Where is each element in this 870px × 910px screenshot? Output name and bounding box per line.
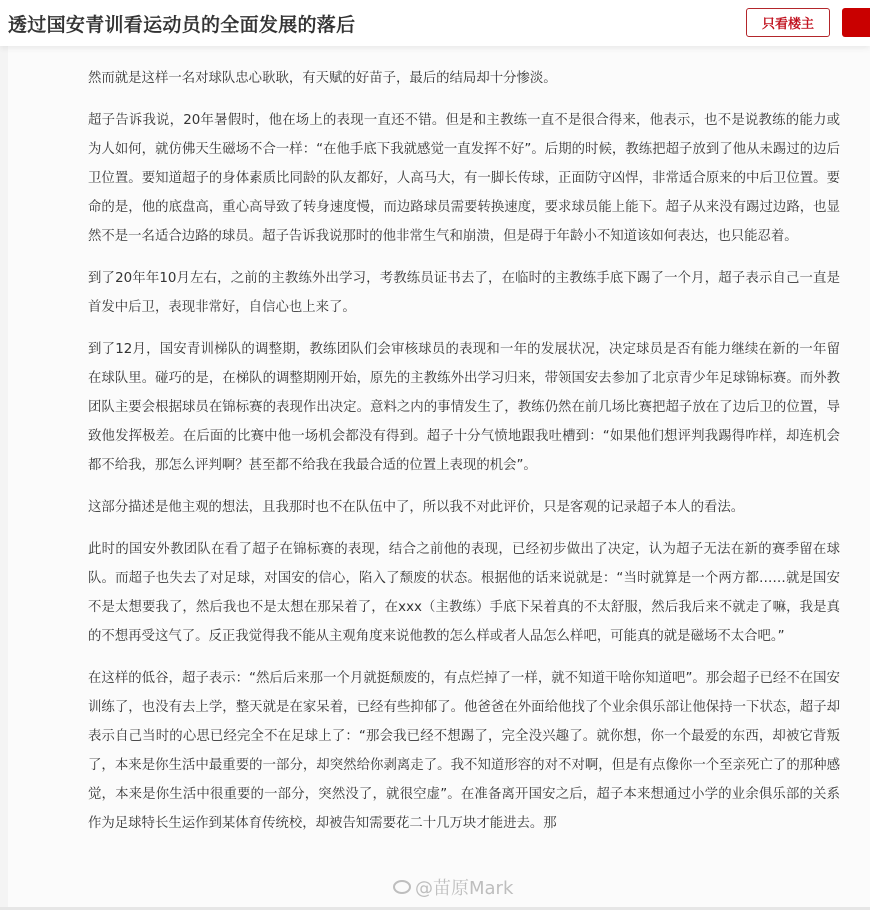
paragraph: 到了20年年10月左右，之前的主教练外出学习，考教练员证书去了，在临时的主教练手底下踢了一个月，超子表示自己一直是首发中后卫，表现非常好，自信心也上来了。 bbox=[88, 271, 840, 315]
post-header bbox=[0, 0, 870, 46]
watermark-text: @苗原Mark bbox=[415, 878, 514, 899]
weibo-icon bbox=[393, 880, 411, 894]
article-body bbox=[88, 64, 840, 851]
paragraph: 此时的国安外教团队在看了超子在锦标赛的表现，结合之前他的表现，已经初步做出了决定，认为超子无法在新的赛季留在球队。而超子也失去了对足球，对国安的信心，陷入了颓废的状态。根据他的话来说就是：“当时就算是一个两方都……就是国安不是太想要我了，然后我也不是太想在那呆着了，在xxx（主教练）手底下呆着真的不太舒服，然后我后来不就走了嘛，我是真的不想再受这气了。反正我觉得我不能从主观角度来说他教的怎么样或者人品怎么样吧，可能真的就是磁场不太合吧。” bbox=[88, 542, 840, 644]
paragraph: 这部分描述是他主观的想法，且我那时也不在队伍中了，所以我不对此评价，只是客观的记录超子本人的看法。 bbox=[88, 500, 745, 515]
watermark bbox=[393, 874, 513, 900]
paragraph: 然而就是这样一名对球队忠心耿耿，有天赋的好苗子，最后的结局却十分惨淡。 bbox=[88, 71, 557, 86]
paragraph: 超子告诉我说，20年暑假时，他在场上的表现一直还不错。但是和主教练一直不是很合得来，他表示，也不是说教练的能力或为人如何，就仿佛天生磁场不合一样：“在他手底下我就感觉一直发挥不好”。后期的时候，教练把超子放到了他从未踢过的边后卫位置。要知道超子的身体素质比同龄的队友都好，人高马大，有一脚长传球，正面防守凶悍，非常适合原来的中后卫位置。要命的是，他的底盘高，重心高导致了转身速度慢，而边路球员需要转换速度，要求球员能上能下。超子从来没有踢过边路，也显然不是一名适合边路的球员。超子告诉我说那时的他非常生气和崩溃，但是碍于年龄小不知道该如何表达，也只能忍着。 bbox=[88, 113, 840, 244]
only-op-button[interactable]: 只看楼主 bbox=[746, 8, 830, 37]
paragraph: 到了12月，国安青训梯队的调整期，教练团队们会审核球员的表现和一年的发展状况，决定球员是否有能力继续在新的一年留在球队里。碰巧的是，在梯队的调整期刚开始，原先的主教练外出学习归来，带领国安去参加了北京青少年足球锦标赛。而外教团队主要会根据球员在锦标赛的表现作出决定。意料之内的事情发生了，教练仍然在前几场比赛把超子放在了边后卫的位置，导致他发挥极差。在后面的比赛中他一场机会都没有得到。超子十分气愤地跟我吐槽到：“如果他们想评判我踢得咋样，却连机会都不给我，那怎么评判啊？甚至都不给我在我最合适的位置上表现的机会”。 bbox=[88, 342, 840, 473]
post-title: 透过国安青训看运动员的全面发展的落后 bbox=[8, 14, 356, 36]
post-content bbox=[8, 46, 870, 910]
paragraph: 在这样的低谷，超子表示：“然后后来那一个月就挺颓废的，有点烂掉了一样，就不知道干啥你知道吧”。那会超子已经不在国安训练了，也没有去上学，整天就是在家呆着，已经有些抑郁了。他爸爸在外面给他找了个业余俱乐部让他保持一下状态，超子却表示自己当时的心思已经完全不在足球上了：“那会我已经不想踢了，完全没兴趣了。就你想，你一个最爱的东西，却被它背叛了，本来是你生活中最重要的一部分，却突然给你剥离走了。我不知道形容的对不对啊，但是有点像你一个至亲死亡了的那种感觉，本来是你生活中很重要的一部分，突然没了，就很空虚”。在准备离开国安之后，超子本来想通过小学的业余俱乐部的关系作为足球特长生运作到某体育传统校，却被告知需要花二十几万块才能进去。那 bbox=[88, 671, 840, 831]
reply-button[interactable] bbox=[842, 8, 870, 37]
